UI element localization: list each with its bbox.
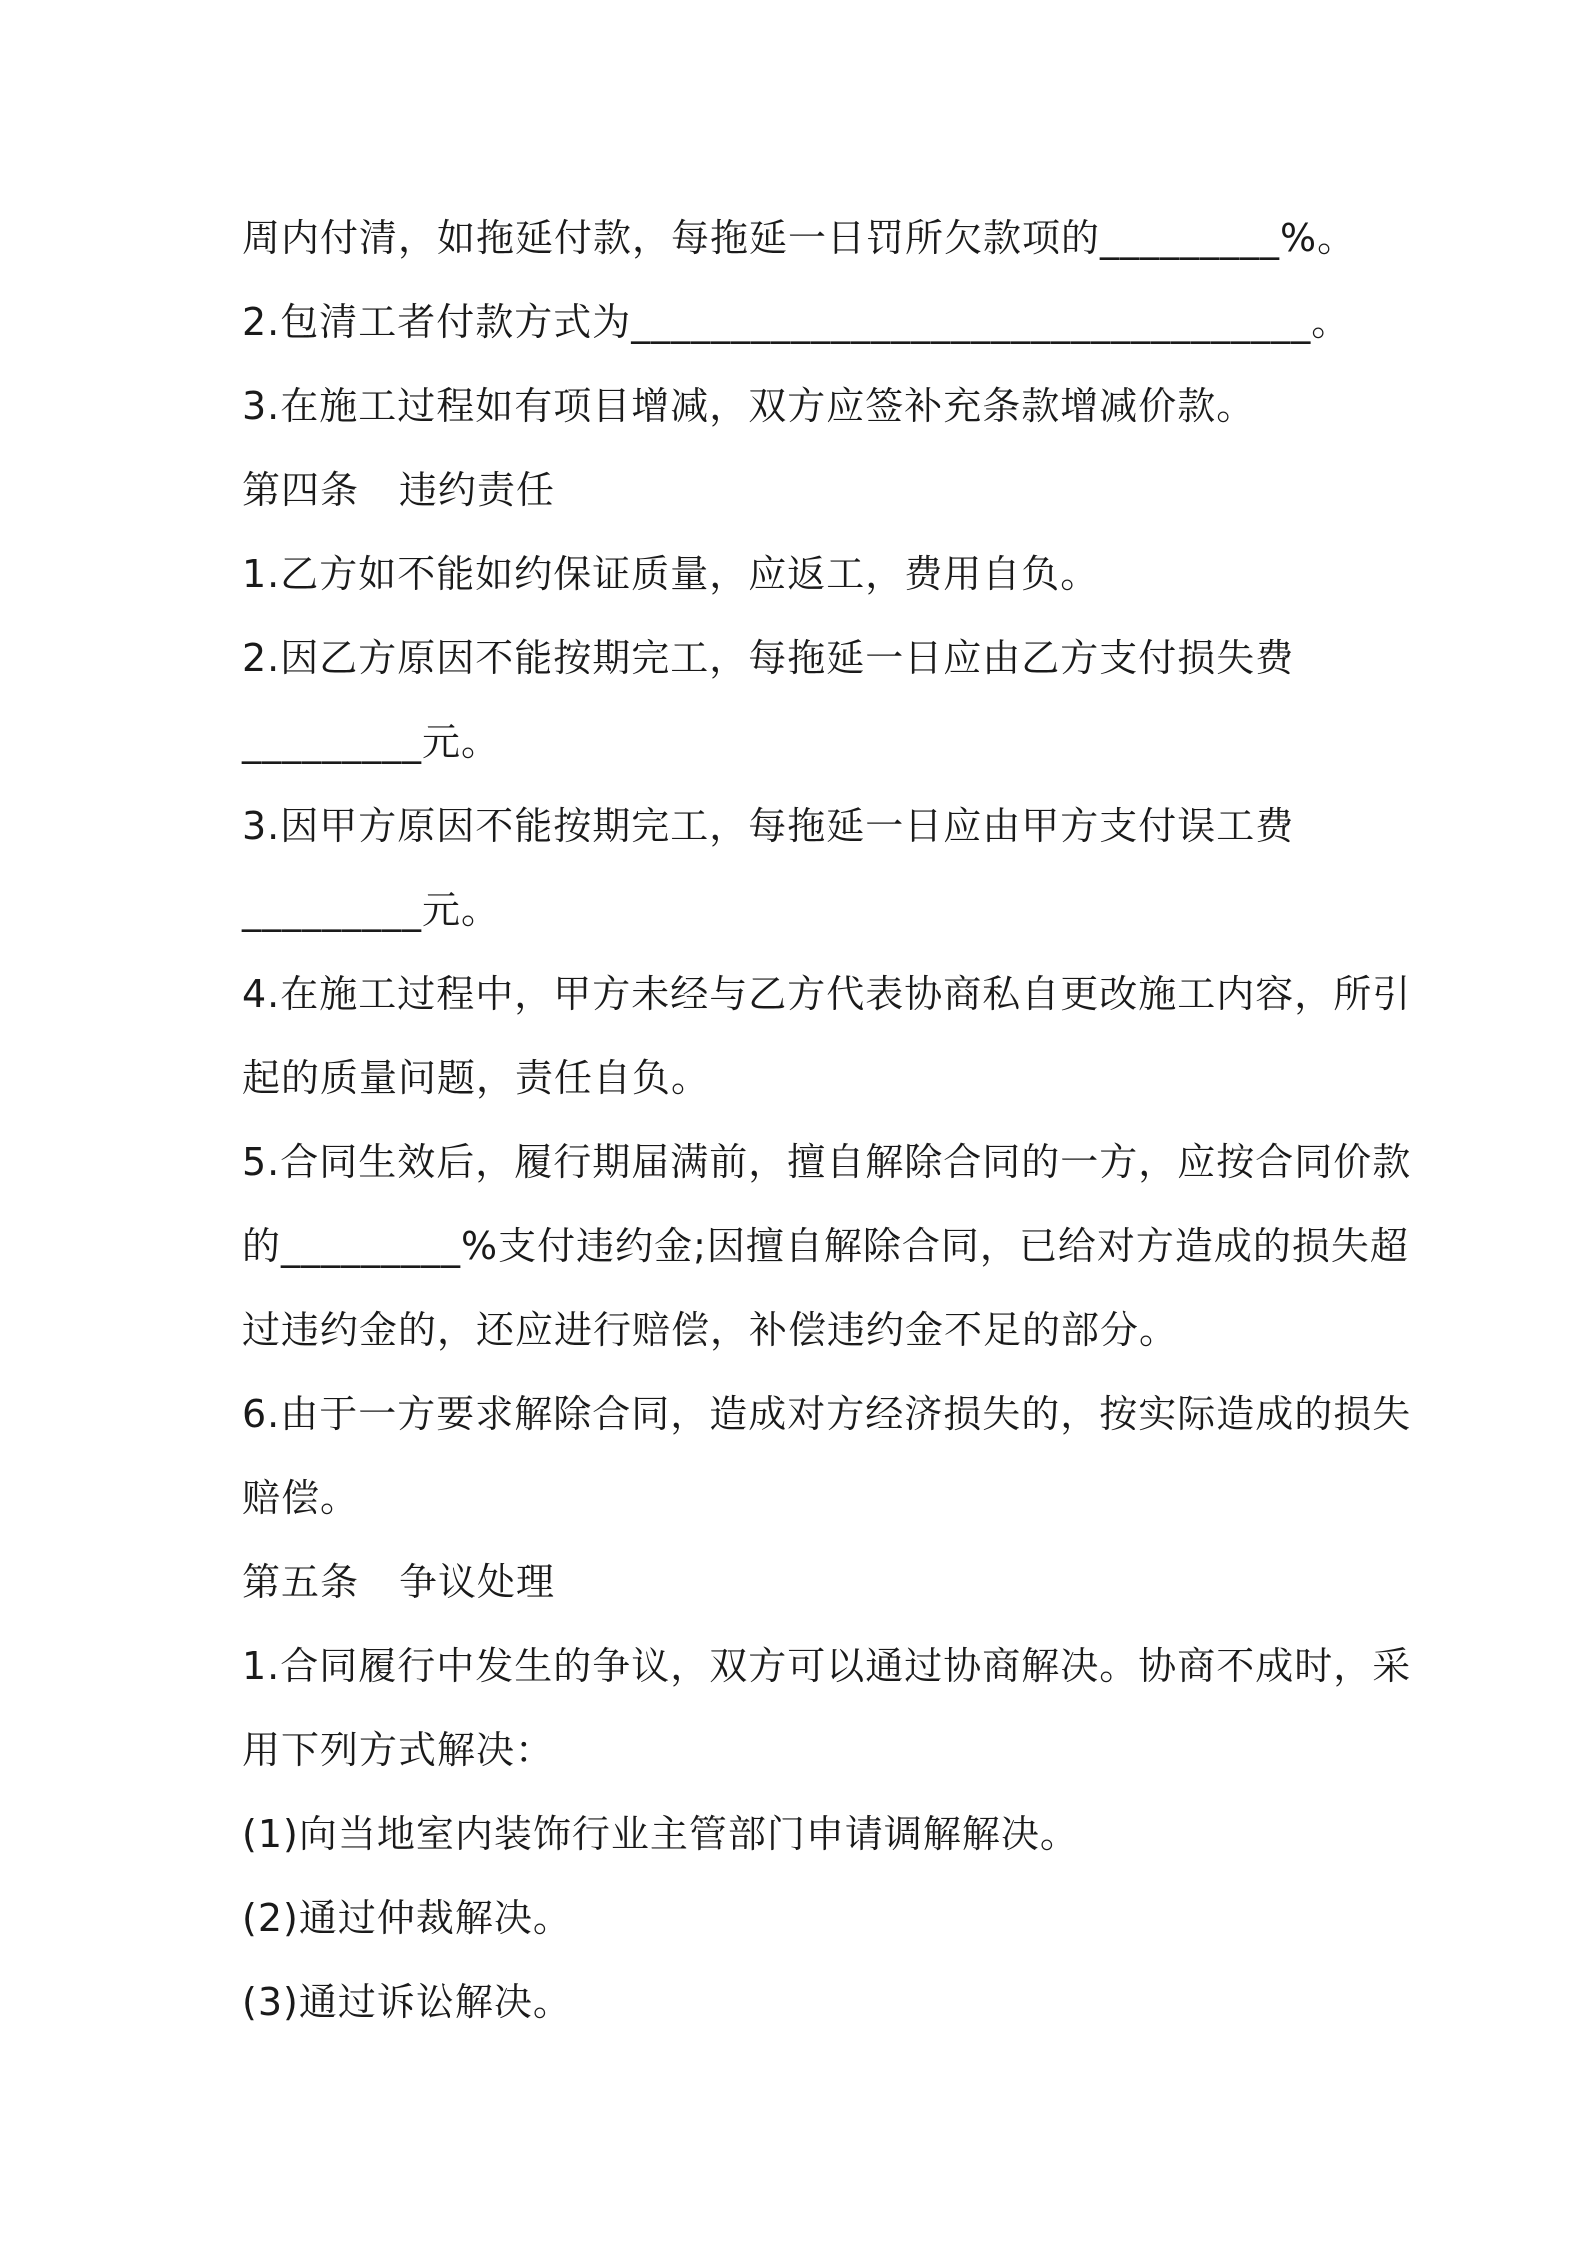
paragraph-line: 起的质量问题，责任自负。 — [242, 1056, 711, 1100]
paragraph-line: 3.因甲方原因不能按期完工，每拖延一日应由甲方支付误工费 — [242, 804, 1295, 848]
article-5-number: 第五条 — [242, 1560, 360, 1604]
paragraph-line: 6.由于一方要求解除合同，造成对方经济损失的，按实际造成的损失 — [242, 1392, 1412, 1436]
paragraph-line: _________元。 — [242, 720, 501, 764]
paragraph-line: 2.包清工者付款方式为__________________________________。 — [242, 300, 1351, 344]
paragraph-line: 的_________%支付违约金;因擅自解除合同，已给对方造成的损失超 — [242, 1224, 1409, 1268]
paragraph-line: 赔偿。 — [242, 1476, 360, 1520]
paragraph-line: 3.在施工过程如有项目增减，双方应签补充条款增减价款。 — [242, 384, 1256, 428]
article-5-heading — [242, 1540, 1362, 1624]
paragraph-line: _________元。 — [242, 888, 501, 932]
paragraph-line: 周内付清，如拖延付款，每拖延一日罚所欠款项的_________%。 — [242, 216, 1357, 260]
article-5-title: 争议处理 — [399, 1560, 556, 1604]
paragraph-line: 5.合同生效后，履行期届满前，擅自解除合同的一方，应按合同价款 — [242, 1140, 1412, 1184]
paragraph-line: 4.在施工过程中，甲方未经与乙方代表协商私自更改施工内容，所引 — [242, 972, 1412, 1016]
article-4-title: 违约责任 — [399, 468, 556, 512]
paragraph-line: 过违约金的，还应进行赔偿，补偿违约金不足的部分。 — [242, 1308, 1179, 1352]
article-4-heading — [242, 448, 1362, 532]
paragraph-line: 用下列方式解决： — [242, 1728, 555, 1772]
paragraph-line: 1.合同履行中发生的争议，双方可以通过协商解决。协商不成时，采 — [242, 1644, 1412, 1688]
paragraph-line: (1)向当地室内装饰行业主管部门申请调解解决。 — [242, 1812, 1079, 1856]
article-4-number: 第四条 — [242, 468, 360, 512]
paragraph-line: (3)通过诉讼解决。 — [242, 1980, 572, 2024]
paragraph-line: 2.因乙方原因不能按期完工，每拖延一日应由乙方支付损失费 — [242, 636, 1295, 680]
paragraph-line: 1.乙方如不能如约保证质量，应返工，费用自负。 — [242, 552, 1100, 596]
contract-page — [242, 196, 1412, 2044]
paragraph-line: (2)通过仲裁解决。 — [242, 1896, 572, 1940]
